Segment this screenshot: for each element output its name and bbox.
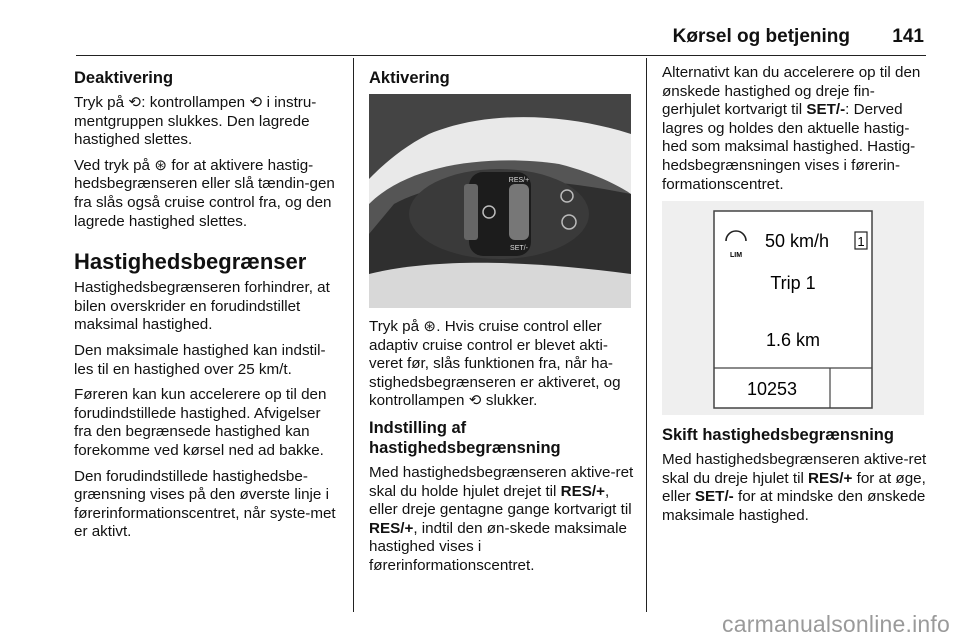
page-header — [60, 26, 926, 56]
limiter-lamp-icon: ⟲ — [468, 392, 482, 410]
paragraph: Med hastighedsbegrænseren aktive-ret skal du holde hjulet drejet til RES/+, eller dreje gentagne gange kortvarigt til RES/+, indtil den øn-skede maksimale hastighed vises i førerinformationscentret. — [369, 463, 634, 574]
paragraph: Tryk på ⟲: kontrollampen ⟲ i instru-mentgruppen slukkes. Den lagrede hastighed slettes. — [74, 94, 317, 149]
heading-skift: Skift hastighedsbegrænsning — [662, 426, 894, 445]
limiter-lamp-icon: ⟲ — [249, 94, 263, 111]
column-2 — [369, 64, 637, 583]
paragraph: Den maksimale hastighed kan indstil-les til en hastighed over 25 km/t. — [74, 341, 326, 378]
odometer-value: 10253 — [746, 379, 798, 400]
limiter-lamp-icon: ⟲ — [128, 94, 142, 111]
paragraph: Ved tryk på ⊛ for at aktivere hastig-hedsbegrænseren eller slå tændin-gen fra slås også cruise control fra, og den lagrede hastighed slettes. — [74, 156, 335, 230]
trip-value: 1.6 km — [765, 330, 821, 351]
paragraph: Alternativt kan du accelerere op til den ønskede hastighed og dreje fin-gerhjulet kortvarigt til SET/-: Derved lagres og holdes den aktuelle hastig-hed som maksimal hastighed. Hastig-hedsbegrænsningen vises i førerin-formationscentret. — [662, 64, 921, 193]
running-title: Kørsel og betjening — [672, 26, 850, 47]
heading-hastighedsbegraenser: Hastighedsbegrænser — [74, 249, 307, 275]
trip-label: Trip 1 — [770, 273, 816, 294]
speed-limiter-icon: ⊛ — [154, 156, 168, 174]
speed-value: 50 km/h — [765, 231, 830, 252]
paragraph: Den forudindstillede hastighedsbe-grænsning vises på den øverste linje i førerinformationscentret, når syste-met er aktivt. — [74, 467, 336, 541]
column-divider-1 — [353, 58, 354, 612]
column-3 — [662, 64, 930, 533]
wheel-res-label: RES/+ — [508, 177, 530, 184]
column-1 — [74, 64, 342, 549]
heading-indstilling: Indstilling af hastighedsbegrænsning — [369, 418, 561, 457]
steering-wheel-figure — [369, 94, 631, 308]
header-rule — [76, 55, 926, 56]
gear-indicator: 1 — [857, 234, 865, 250]
paragraph: Tryk på ⊛. Hvis cruise control eller adaptiv cruise control er blevet akti-veret før, slås funktionen fra, når ha-stighedsbegrænseren er aktiveret, og kontrollampen ⟲ slukker. — [369, 318, 621, 410]
paragraph: Med hastighedsbegrænseren aktive-ret skal du dreje hjulet til RES/+ for at øge, eller SET/- for at mindske den ønskede maksimale hastighed. — [662, 451, 927, 524]
heading-aktivering: Aktivering — [369, 69, 450, 87]
lim-label: LIM — [729, 252, 743, 260]
driver-info-display — [662, 201, 924, 415]
paragraph: Hastighedsbegrænseren forhindrer, at bilen overskrider en forudindstillet maksimal hastighed. — [74, 279, 330, 334]
watermark: carmanualsonline.info — [722, 611, 950, 637]
heading-deaktivering: Deaktivering — [74, 69, 174, 87]
speed-limiter-icon: ⊛ — [423, 318, 437, 335]
wheel-set-label: SET/- — [510, 245, 528, 252]
paragraph: Føreren kan kun accelerere op til den forudindstillede hastighed. Afvigelser fra den begrænsede hastighed kan forekomme ved kørsel ned ad bakke. — [74, 386, 327, 459]
page-number: 141 — [892, 26, 924, 47]
column-divider-2 — [646, 58, 647, 612]
